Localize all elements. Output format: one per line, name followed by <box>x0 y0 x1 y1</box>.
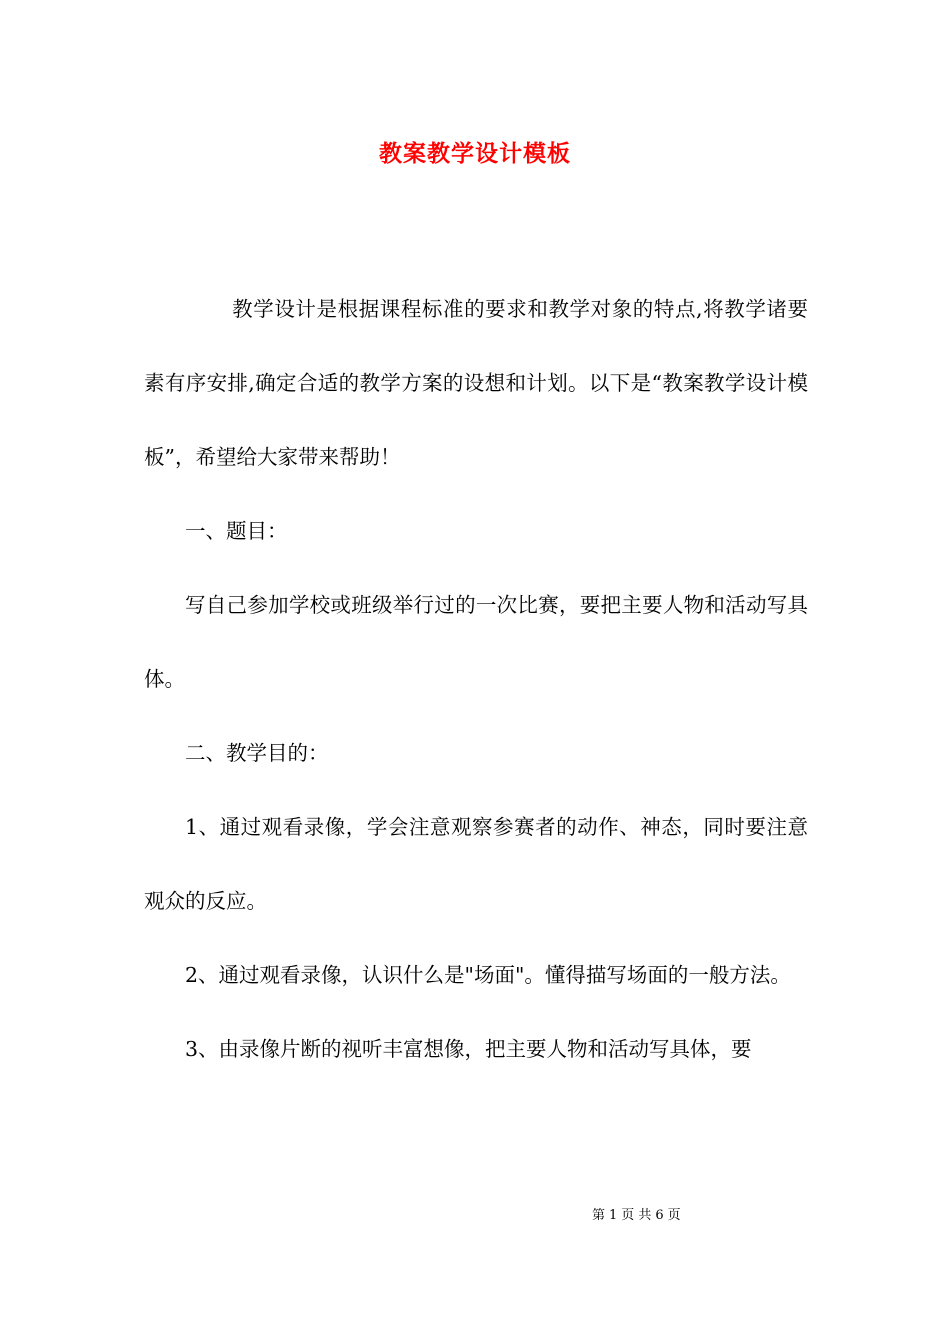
section-heading-goals: 二、教学目的： <box>185 741 329 765</box>
footer-label-page: 第 <box>592 1208 606 1223</box>
page-title: 教案教学设计模板 <box>379 140 571 167</box>
goal-item-2: 2、通过观看录像，认识什么是"场面"。懂得描写场面的一般方法。 <box>185 963 791 987</box>
footer-label-total: 共 <box>638 1208 652 1223</box>
topic-paragraph: 写自己参加学校或班级举行过的一次比赛，要把主要人物和活动写具体。 <box>144 593 808 691</box>
section-heading-topic: 一、题目： <box>185 519 288 543</box>
page-number <box>592 1206 685 1226</box>
footer-label-ye2: 页 <box>667 1208 681 1223</box>
footer-total-pages: 6 <box>655 1208 664 1223</box>
document-body <box>144 272 808 1086</box>
footer-label-ye: 页 <box>621 1208 635 1223</box>
goal-item-1: 1、通过观看录像，学会注意观察参赛者的动作、神态，同时要注意观众的反应。 <box>144 815 808 913</box>
footer-current-page: 1 <box>609 1208 618 1223</box>
goal-item-3: 3、由录像片断的视听丰富想像，把主要人物和活动写具体，要 <box>185 1037 752 1061</box>
intro-paragraph: 教学设计是根据课程标准的要求和教学对象的特点,将教学诸要素有序安排,确定合适的教学方案的设想和计划。以下是“教案教学设计模板”，希望给大家带来帮助！ <box>144 297 808 469</box>
